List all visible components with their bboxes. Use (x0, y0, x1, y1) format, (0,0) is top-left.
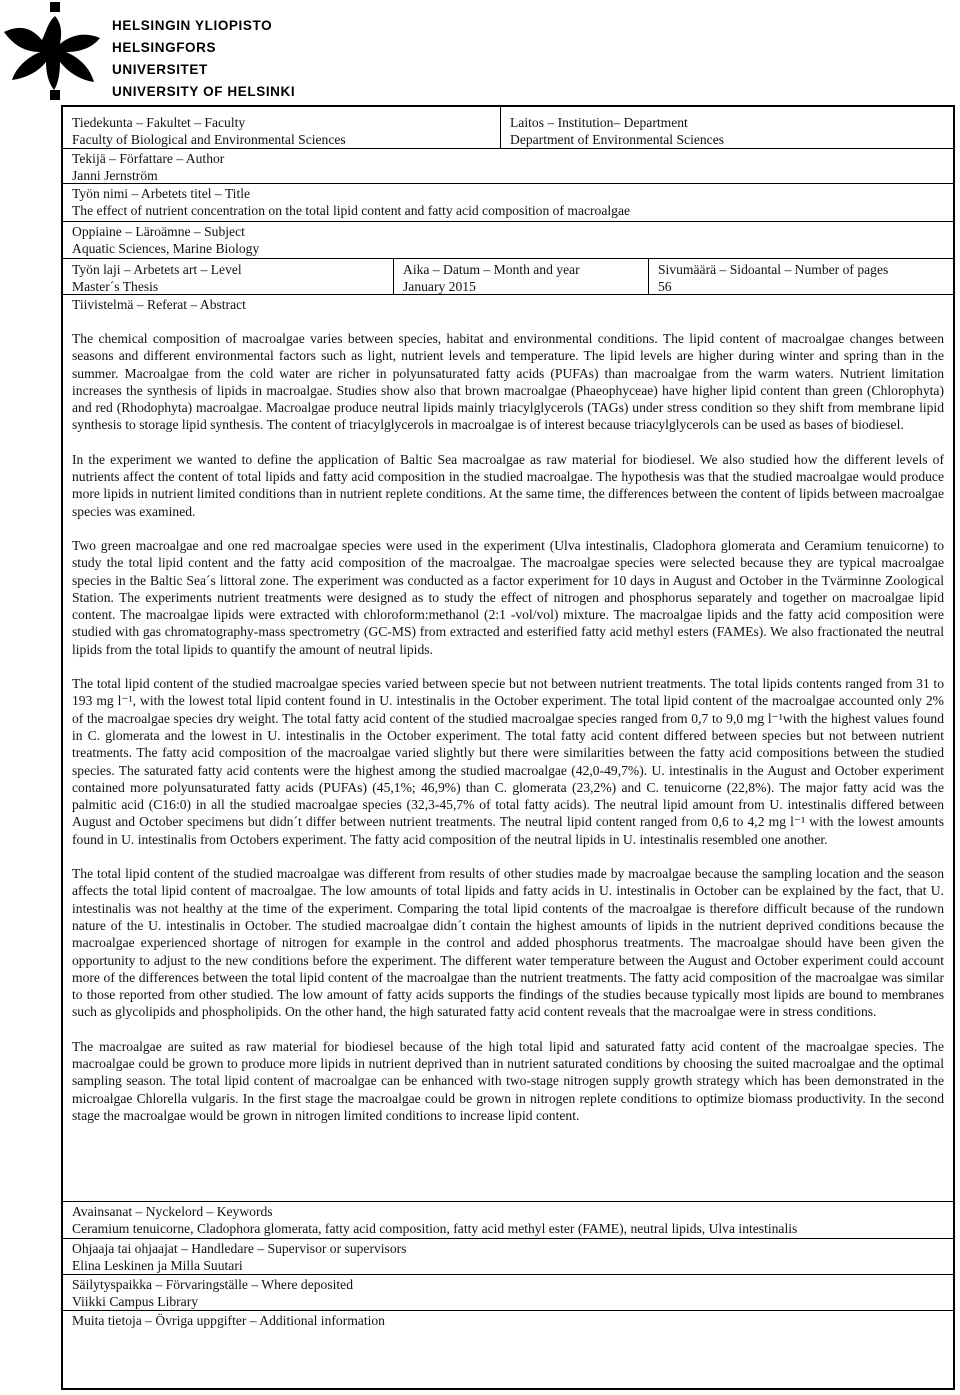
deposited-value: Viikki Campus Library (72, 1294, 199, 1309)
subject-row (63, 222, 953, 259)
supervisor-row (63, 1239, 953, 1275)
keywords-value: Ceramium tenuicorne, Cladophora glomerata, fatty acid composition, fatty acid methyl ester (FAME), neutral lipids, Ulva intestinalis (72, 1221, 798, 1236)
faculty-cell (63, 107, 500, 148)
title-label: Työn nimi – Arbetets titel – Title (72, 186, 251, 201)
date-value: January 2015 (403, 279, 476, 294)
university-logo (2, 2, 302, 102)
supervisor-value: Elina Leskinen ja Milla Suutari (72, 1258, 243, 1273)
university-name-en: UNIVERSITY OF HELSINKI (112, 84, 296, 99)
abstract-paragraph: In the experiment we wanted to define the application of Baltic Sea macroalgae as raw material for biodiesel. We also studied how the different levels of nutrients affect the content of total lipids and fatty acid composition in the studied macroalgae. The hypothesis was that the studied macroalgae would produce more lipids in nutrient limited conditions than in nutrient replete conditions. At the same time, the differences between the content of lipids between macroalgae species was examined. (72, 451, 944, 519)
supervisor-label: Ohjaaja tai ohjaajat – Handledare – Supervisor or supervisors (72, 1241, 407, 1256)
deposited-label: Säilytyspaikka – Förvaringställe – Where deposited (72, 1277, 354, 1292)
additional-info-label: Muita tietoja – Övriga uppgifter – Additional information (72, 1313, 385, 1328)
deposited-row (63, 1275, 953, 1311)
department-value: Department of Environmental Sciences (510, 132, 725, 147)
author-row (63, 149, 953, 184)
level-date-pages-row (63, 259, 953, 295)
keywords-label: Avainsanat – Nyckelord – Keywords (72, 1204, 273, 1219)
level-value: Master´s Thesis (72, 279, 159, 294)
department-label: Laitos – Institution– Department (510, 115, 688, 130)
subject-value: Aquatic Sciences, Marine Biology (72, 241, 260, 256)
abstract-paragraph: The macroalgae are suited as raw material for biodiesel because of the high total lipid and saturated fatty acid content of the macroalgae species. The macroalgae could be grown to produce more lipids in nutrient deprived than in nutrient saturated conditions by choosing the suited macroalgae and the optimal sampling season. The total lipid content of macroalgae can be enhanced with two-stage nitrogen supply growth strategy which has been demonstrated in the microalgae Chlorella vulgaris. In the first stage the macroalgae could be grown in nitrogen replete conditions to optimize biomass productivity. In the second stage the macroalgae would be grown in nitrogen limited conditions to increase lipid content. (72, 1038, 944, 1123)
title-value: The effect of nutrient concentration on the total lipid content and fatty acid composition of macroalgae (72, 203, 631, 218)
university-name-sv: HELSINGFORS UNIVERSITET (112, 40, 217, 77)
pages-label: Sivumäärä – Sidoantal – Number of pages (658, 262, 889, 277)
level-label: Työn laji – Arbetets art – Level (72, 262, 242, 277)
additional-info-row (63, 1311, 953, 1387)
abstract-section (63, 295, 953, 1202)
level-cell (63, 259, 393, 294)
abstract-label: Tiivistelmä – Referat – Abstract (72, 297, 246, 312)
university-name-fi: HELSINGIN YLIOPISTO (112, 18, 273, 33)
department-cell (500, 107, 955, 148)
subject-label: Oppiaine – Läroämne – Subject (72, 224, 245, 239)
university-of-helsinki-flame-logo-icon (2, 2, 102, 102)
faculty-label: Tiedekunta – Fakultet – Faculty (72, 115, 246, 130)
abstract-paragraph: The chemical composition of macroalgae varies between species, habitat and environmental conditions. The lipid content of macroalgae changes between seasons and different environmental factors such as light, nutrient levels and temperature. The lipid levels are higher during winter and spring than in the summer. Macroalgae from the cold water are richer in polyunsaturated fatty acids (PUFAs) than macroalgae from the warm waters. Nutrient limitation increases the synthesis of lipids in macroalgae. Studies show also that brown macroalgae (Phaeophyceae) have higher lipid content than green (Chlorophyta) and red (Rhodophyta) macroalgae. Macroalgae produce neutral lipids mainly triacylglycerols (TAGs) under stress condition so they shift from membrane lipid synthesis to storage lipid synthesis. The content of triacylglycerols in macroalgae is of interest because triacylglycerols can be used as bases of biodiesel. (72, 331, 944, 433)
abstract-paragraph: The total lipid content of the studied macroalgae species varied between specie but not between nutrient treatments. The total lipids contents ranged from 31 to 193 mg l⁻¹, with the lowest total lipid content found in U. intestinalis in the October experiment. The total lipid content of the macroalgae accounted only 2% of the macroalgae species dry weight. The total fatty acid content of the studied macroalgae species ranged from 0,7 to 9,0 mg l⁻¹with the highest values found in C. glomerata and the lowest in U. intestinalis in the October experiment. The total fatty acid content differed between species but not between nutrient treatments. The fatty acid composition of the macroalgae varied slightly but there were similarities between the fatty acid compositions between the studied species. The saturated fatty acid contents were the highest among the studied macroalgae (42,0-49,7%). U. intestinalis in the August and October experiment contained more polyunsaturated fatty acids (PUFAs) (45,1%; 46,9%) than C. glomerata (23,2%) and C. tenuicorne (22,8%). The major fatty acid was the palmitic acid (C16:0) in all the studied macroalgae species (32,3-45,7% of total fatty acids). The neutral lipid amount from U. intestinalis differed between August and October specimens but didn´t differ between nutrient treatments. The neutral lipid content ranged from 0,6 to 4,2 mg l⁻¹ with the lowest amounts found in U. intestinalis from Octobers experiment. The fatty acid composition of the neutral lipids in U. intestinalis resembled one another. (72, 676, 944, 847)
title-row (63, 184, 953, 222)
pages-cell (648, 259, 955, 294)
abstract-form (61, 105, 955, 1390)
date-label: Aika – Datum – Month and year (403, 262, 580, 277)
author-label: Tekijä – Författare – Author (72, 151, 225, 166)
university-names (112, 15, 302, 103)
pages-value: 56 (658, 279, 672, 294)
abstract-body (63, 330, 953, 1124)
abstract-paragraph: Two green macroalgae and one red macroalgae species were used in the experiment (Ulva intestinalis, Cladophora glomerata and Ceramium tenuicorne) to study the total lipid content and the fatty acid composition of the macroalgae. The macroalgae species were selected because they are typical macroalgae species in the Baltic Sea´s littoral zone. The experiment was conducted as a factor experiment for 10 days in August and October in the Tvärminne Zoological Station. The experiments nutrient treatments were designed as to study the effect of nitrogen and phosphorus separately and together on macroalgae lipid content. The macroalgae lipids were extracted with chloroform:methanol (2:1 -vol/vol) mixture. The macroalgae lipids and the fatty acid composition were studied with gas chromatography-mass spectrometry (GC-MS) from extracted and esterified fatty acid methyl esters (FAMEs). We also fractionated the neutral lipids from the total lipids to quantify the amount of neutral lipids. (72, 537, 944, 657)
abstract-paragraph: The total lipid content of the studied macroalgae was different from results of other studies made by macroalgae because the sampling location and the season affects the total lipid content of macroalgae. The low amounts of total lipids and fatty acids in U. intestinalis in October can be explained by the fact, that U. intestinalis was not healthy at the time of the experiment. Comparing the total lipid contents of the macroalgae is therefore difficult because of the rundown nature of the U. intestinalis in October. The studied macroalgae didn´t contain the highest amounts of lipids in the nutrient deprived conditions because the macroalgae experienced shortage of nitrogen for example in the control and added phosphorus treatments. The macroalgae should have been given the opportunity to adjust to the new conditions before the experiment. The different water temperature between the August and October experiment could account more of the differences between the total lipid content of the macroalgae than the nutrient treatments. The fatty acid composition of the macroalgae was similar to those reported from other studied. The low amount of fatty acids supports the findings of the studies because typically most lipids are bound to membranes such as glycolipids and phospholipids. On the other hand, the high saturated fatty acid content reveals that the macroalgae were in stress conditions. (72, 866, 944, 1020)
date-cell (393, 259, 648, 294)
faculty-department-row (63, 107, 953, 149)
faculty-value: Faculty of Biological and Environmental Sciences (72, 132, 346, 147)
author-value: Janni Jernström (72, 168, 158, 183)
keywords-row (63, 1202, 953, 1239)
